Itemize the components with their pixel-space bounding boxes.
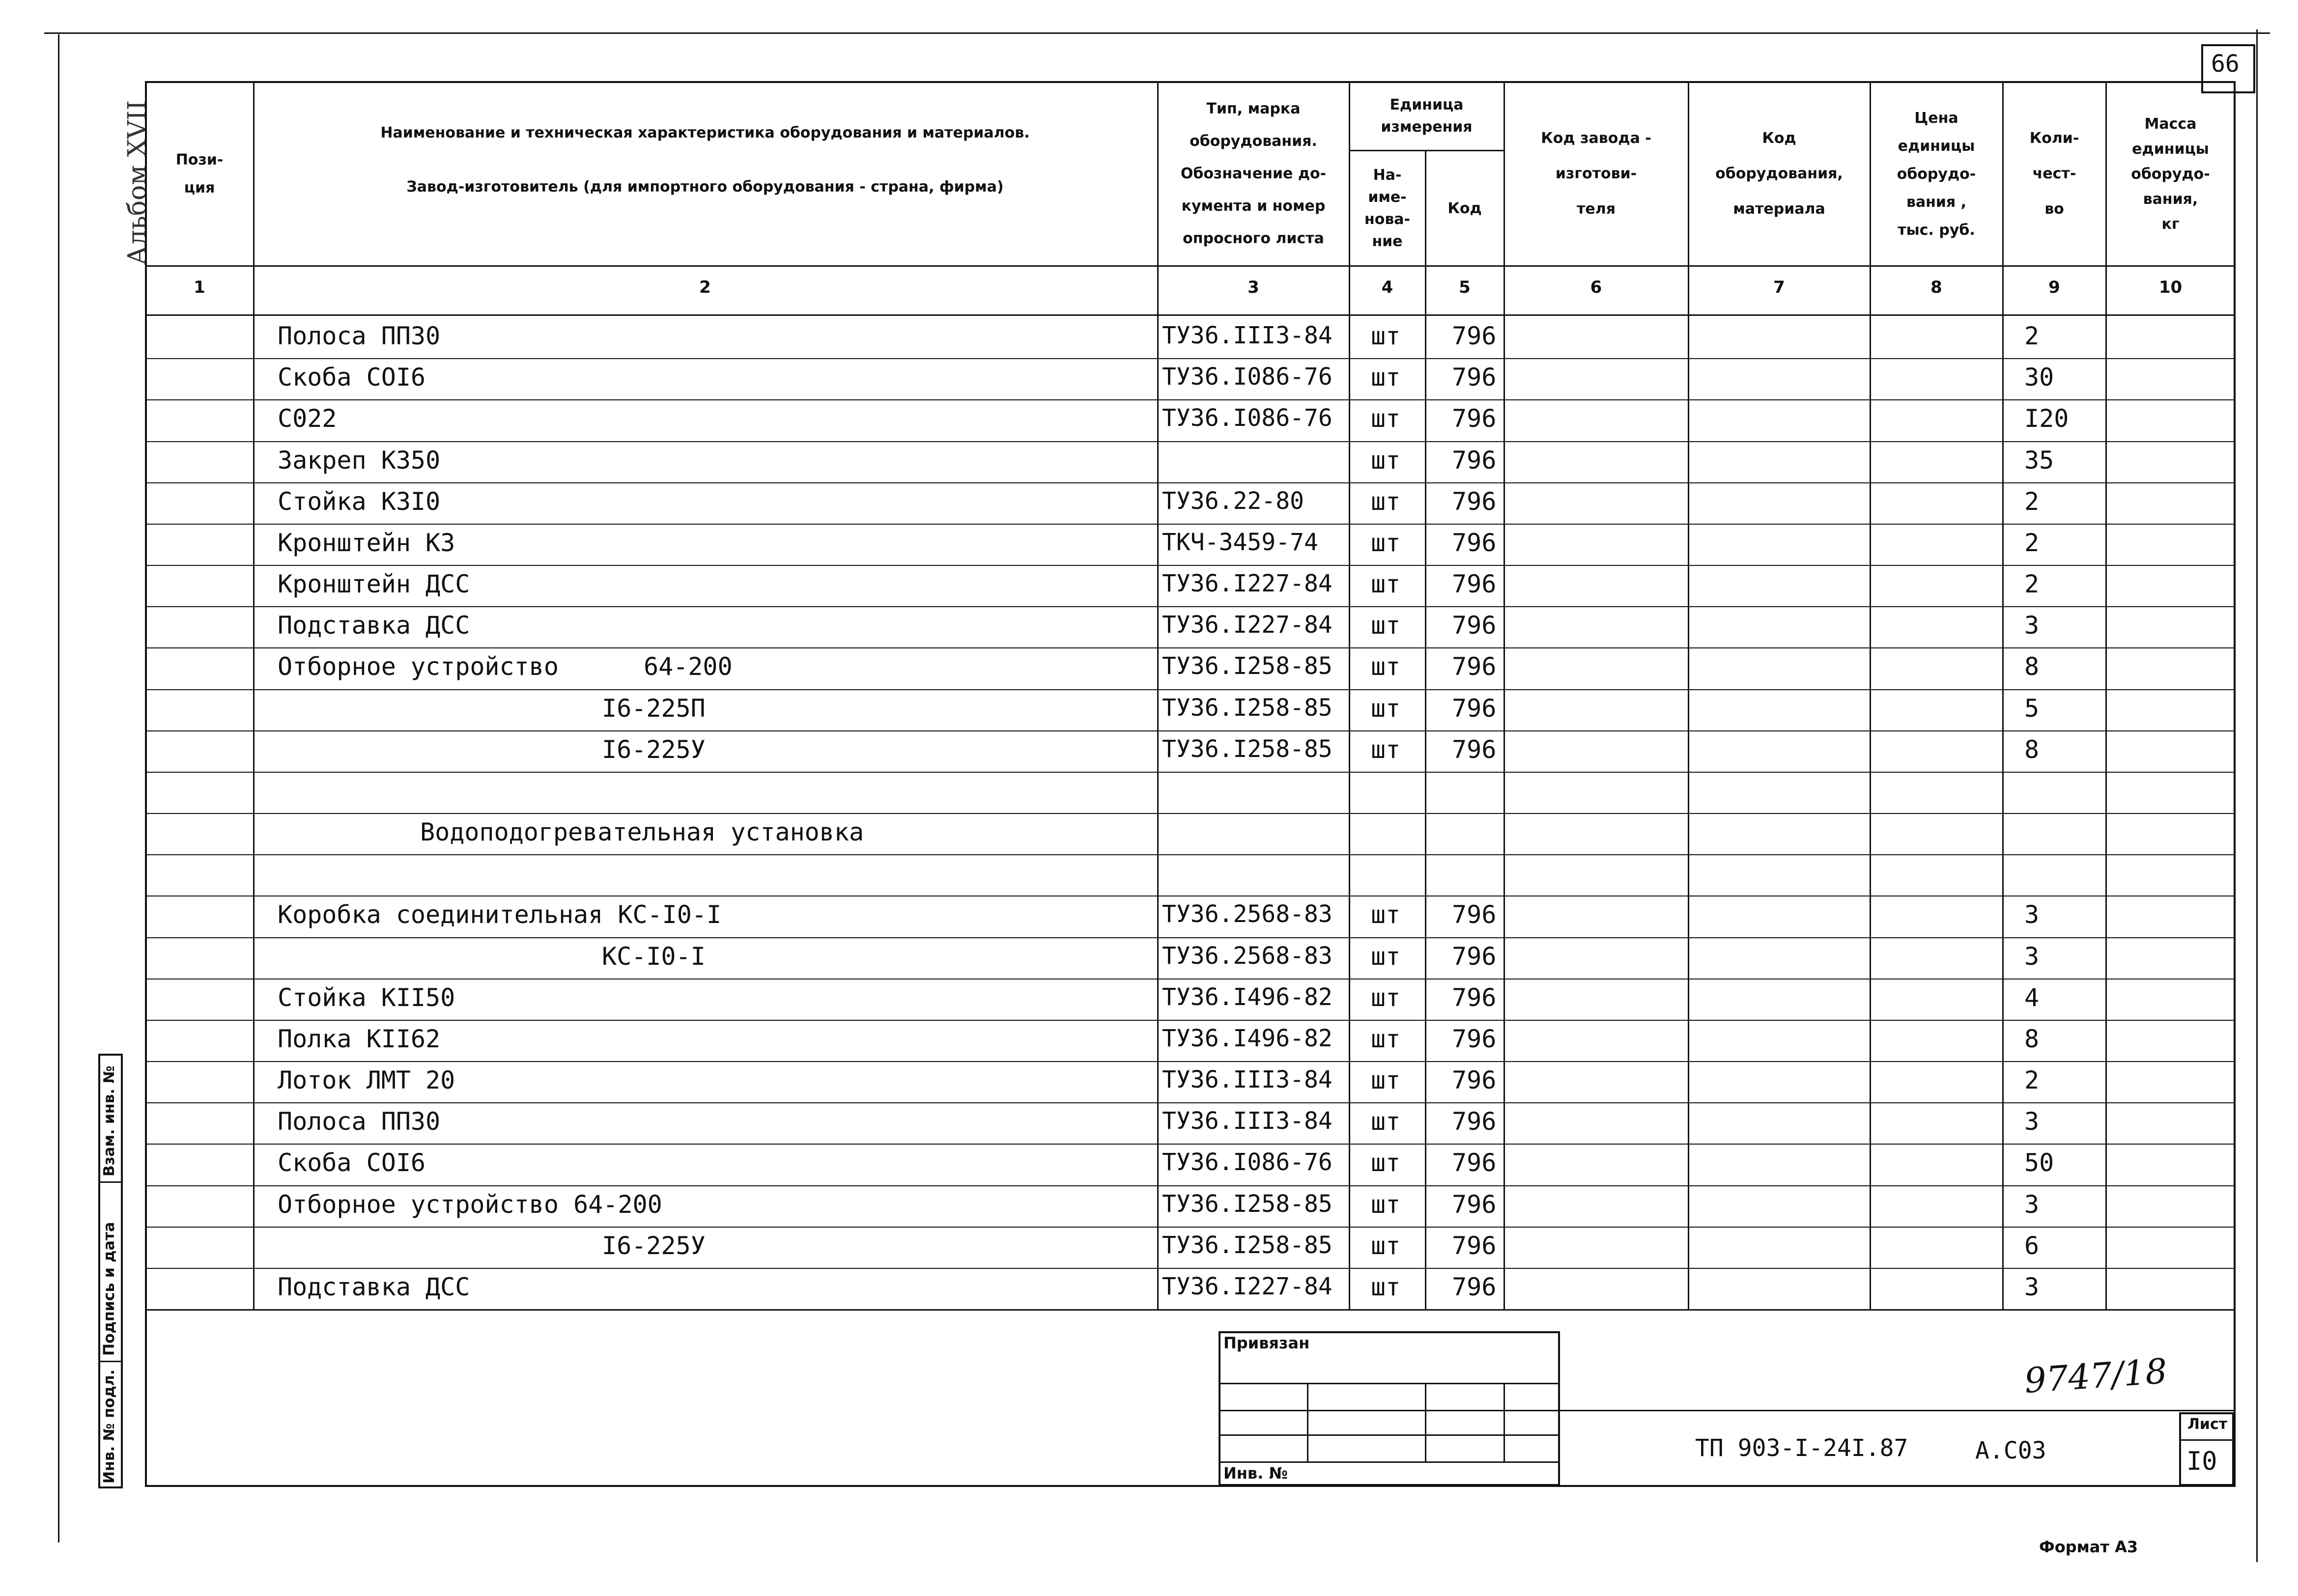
row-type: ТУ36.I258-85 [1162, 652, 1333, 680]
row-name-variant: 64-200 [644, 652, 733, 681]
row-name: Скоба СОI6 [278, 1148, 426, 1177]
row-unit: шт [1371, 735, 1401, 764]
row-quantity: 2 [2024, 529, 2040, 557]
row-unit: шт [1371, 611, 1401, 640]
header-equipment-code: Код оборудования, материала [1715, 130, 1843, 218]
designation: ТП 903-I-24I.87 [1695, 1434, 1908, 1462]
row-unit: шт [1371, 446, 1401, 475]
sheet-right-edge [2256, 29, 2258, 1562]
row-code: 796 [1452, 942, 1497, 971]
row-quantity: 50 [2024, 1148, 2054, 1177]
row-code: 796 [1452, 1148, 1497, 1177]
row-unit: шт [1371, 1273, 1401, 1301]
header-type: Тип, марка оборудования. Обозначение до- кумента и номер опросного листа [1180, 100, 1327, 247]
row-divider [145, 1020, 2236, 1021]
header-unit-name: На- име- нова- ние [1364, 167, 1411, 250]
row-name: Стойка К3I0 [278, 487, 441, 516]
row-unit: шт [1371, 487, 1401, 516]
row-quantity: 2 [2024, 1066, 2040, 1094]
row-unit: шт [1371, 1107, 1401, 1136]
colnum-3: 3 [1248, 278, 1259, 297]
colnum-divider [145, 314, 2236, 316]
row-code: 796 [1452, 363, 1497, 392]
row-name: Кронштейн К3 [278, 529, 455, 557]
row-divider [145, 979, 2236, 980]
row-divider [145, 1061, 2236, 1062]
row-divider [145, 937, 2236, 938]
col-line-2 [1157, 81, 1159, 1309]
row-type: ТУ36.I258-85 [1162, 1232, 1333, 1259]
row-quantity: 3 [2024, 942, 2040, 971]
row-code: 796 [1452, 900, 1497, 929]
row-quantity: 8 [2024, 1025, 2040, 1053]
row-type: ТУ36.I086-76 [1162, 1148, 1333, 1176]
col-line-5 [1504, 81, 1505, 1309]
row-code: 796 [1452, 1273, 1497, 1301]
row-unit: шт [1371, 983, 1401, 1012]
row-divider [145, 772, 2236, 773]
row-name: Подставка ДСС [278, 611, 470, 640]
row-unit: шт [1371, 652, 1401, 681]
row-quantity: 3 [2024, 1107, 2040, 1136]
row-quantity: 3 [2024, 900, 2040, 929]
row-unit: шт [1371, 1066, 1401, 1094]
header-divider [145, 265, 2236, 267]
row-code: 796 [1452, 1025, 1497, 1053]
row-code: 796 [1452, 570, 1497, 598]
row-divider [145, 1227, 2236, 1228]
row-divider [145, 689, 2236, 690]
row-divider [145, 1185, 2236, 1186]
side-stamp-divider-1 [98, 1181, 123, 1183]
row-divider [145, 813, 2236, 814]
colnum-5: 5 [1459, 278, 1471, 297]
sheet-left-edge [58, 34, 59, 1542]
side-stamp-vzam: Взам. инв. № [101, 1065, 118, 1176]
sheet-number: I0 [2186, 1447, 2217, 1476]
inv-no-label: Инв. № [1223, 1464, 1288, 1483]
album-label: Альбом XVII [123, 100, 152, 265]
row-type: ТУ36.2568-83 [1162, 900, 1333, 928]
row-name: Отборное устройство [278, 652, 559, 681]
row-type: ТУ36.I086-76 [1162, 404, 1333, 432]
privyazan-vline-3 [1504, 1383, 1505, 1461]
row-name: Закреп К350 [278, 446, 441, 475]
format-label: Формат А3 [2039, 1538, 2138, 1556]
row-code: 796 [1452, 1066, 1497, 1094]
row-unit: шт [1371, 694, 1401, 723]
row-unit: шт [1371, 322, 1401, 350]
col-line-3 [1349, 81, 1350, 1309]
row-quantity: 5 [2024, 694, 2040, 723]
row-type: ТКЧ-3459-74 [1162, 529, 1318, 556]
row-quantity: 2 [2024, 487, 2040, 516]
privyazan-line-2 [1219, 1410, 1560, 1411]
row-quantity: 30 [2024, 363, 2054, 392]
row-code: 796 [1452, 487, 1497, 516]
row-divider [145, 1309, 2236, 1310]
row-name-variant: КС-I0-I [602, 942, 706, 971]
privyazan-line-3 [1219, 1434, 1560, 1436]
side-stamp-inv-podl: Инв. № подл. [101, 1369, 118, 1484]
row-name: Стойка КII50 [278, 983, 455, 1012]
row-code: 796 [1452, 694, 1497, 723]
privyazan-label: Привязан [1223, 1334, 1310, 1352]
col-line-6 [1688, 81, 1689, 1309]
row-code: 796 [1452, 735, 1497, 764]
row-quantity: 3 [2024, 1273, 2040, 1301]
row-name: Отборное устройство 64-200 [278, 1190, 662, 1219]
header-unit-group: Единица измерения [1381, 96, 1473, 136]
row-divider [145, 482, 2236, 483]
row-quantity: 8 [2024, 652, 2040, 681]
row-code: 796 [1452, 322, 1497, 350]
privyazan-line-4 [1219, 1461, 1560, 1463]
row-quantity: 8 [2024, 735, 2040, 764]
row-code: 796 [1452, 404, 1497, 433]
row-divider [145, 358, 2236, 359]
header-unit-code: Код [1447, 199, 1482, 217]
row-name: Лоток ЛМТ 20 [278, 1066, 455, 1094]
colnum-8: 8 [1930, 278, 1942, 297]
row-type: ТУ36.III3-84 [1162, 1107, 1333, 1135]
row-unit: шт [1371, 404, 1401, 433]
header-mass: Масса единицы оборудо- вания, кг [2131, 115, 2210, 233]
header-position: Пози- ция [175, 151, 224, 196]
row-type: ТУ36.I258-85 [1162, 1190, 1333, 1218]
row-quantity: 2 [2024, 322, 2040, 350]
row-code: 796 [1452, 1232, 1497, 1260]
row-type: ТУ36.I227-84 [1162, 1273, 1333, 1300]
colnum-9: 9 [2048, 278, 2060, 297]
row-code: 796 [1452, 611, 1497, 640]
header-price: Цена единицы оборудо- вания , тыс. руб. [1897, 109, 1976, 239]
handwritten-number: 9747/18 [2023, 1350, 2169, 1401]
colnum-1: 1 [194, 278, 205, 297]
row-type: ТУ36.III3-84 [1162, 1066, 1333, 1093]
row-name: Скоба СОI6 [278, 363, 426, 392]
row-divider [145, 441, 2236, 442]
row-name: Полоса ПП30 [278, 1107, 441, 1136]
row-divider [145, 1102, 2236, 1103]
row-unit: шт [1371, 1190, 1401, 1219]
col-line-7 [1870, 81, 1871, 1309]
row-type: ТУ36.I227-84 [1162, 611, 1333, 639]
col-line-4 [1425, 150, 1426, 1309]
row-unit: шт [1371, 900, 1401, 929]
privyazan-line-1 [1219, 1383, 1560, 1384]
row-name-variant: I6-225У [602, 735, 706, 764]
sheet-label: Лист [2187, 1416, 2228, 1433]
row-divider [145, 565, 2236, 566]
row-unit: шт [1371, 942, 1401, 971]
row-unit: шт [1371, 1025, 1401, 1053]
row-divider [145, 854, 2236, 855]
row-type: ТУ36.I086-76 [1162, 363, 1333, 391]
col-line-8 [2002, 81, 2004, 1309]
row-type: ТУ36.2568-83 [1162, 942, 1333, 970]
row-divider [145, 1268, 2236, 1269]
row-quantity: 35 [2024, 446, 2054, 475]
row-type: ТУ36.I496-82 [1162, 983, 1333, 1011]
row-unit: шт [1371, 529, 1401, 557]
row-name: Полоса ПП30 [278, 322, 441, 350]
row-type: ТУ36.III3-84 [1162, 322, 1333, 349]
page-number: 66 [2211, 50, 2240, 78]
header-factory-code: Код завода - изготови- теля [1541, 130, 1651, 218]
row-quantity: 4 [2024, 983, 2040, 1012]
row-name: Подставка ДСС [278, 1273, 470, 1301]
side-stamp-divider-2 [98, 1361, 123, 1362]
row-name-variant: I6-225У [602, 1232, 706, 1260]
privyazan-vline-1 [1307, 1383, 1308, 1461]
row-name: Полка КII62 [278, 1025, 441, 1053]
colnum-7: 7 [1773, 278, 1785, 297]
section-code: А.С03 [1975, 1437, 2046, 1464]
privyazan-vline-2 [1425, 1383, 1426, 1461]
row-divider [145, 730, 2236, 731]
row-divider [145, 524, 2236, 525]
title-block-top [1560, 1410, 2236, 1411]
row-type: ТУ36.I496-82 [1162, 1025, 1333, 1052]
header-quantity: Коли- чест- во [2029, 130, 2079, 218]
row-type: ТУ36.I258-85 [1162, 694, 1333, 722]
row-unit: шт [1371, 1232, 1401, 1260]
row-code: 796 [1452, 529, 1497, 557]
colnum-6: 6 [1590, 278, 1602, 297]
row-name: Коробка соединительная КС-I0-I [278, 900, 722, 929]
row-name-variant: I6-225П [602, 694, 706, 723]
row-divider [145, 647, 2236, 648]
col-line-9 [2105, 81, 2107, 1309]
row-divider [145, 1144, 2236, 1145]
row-name: С022 [278, 404, 337, 433]
row-quantity: 3 [2024, 1190, 2040, 1219]
row-type: ТУ36.I258-85 [1162, 735, 1333, 763]
row-code: 796 [1452, 1107, 1497, 1136]
row-unit: шт [1371, 570, 1401, 598]
row-name: Кронштейн ДСС [278, 570, 470, 598]
row-type: ТУ36.22-80 [1162, 487, 1304, 515]
row-type: ТУ36.I227-84 [1162, 570, 1333, 597]
row-divider [145, 399, 2236, 400]
colnum-4: 4 [1381, 278, 1393, 297]
section-title: Водоподогревательная установка [420, 818, 864, 846]
row-unit: шт [1371, 363, 1401, 392]
header-name-line1: Наименование и техническая характеристика оборудования и материалов. [380, 124, 1030, 141]
side-stamp-podpis: Подпись и дата [101, 1222, 118, 1356]
row-quantity: I20 [2024, 404, 2069, 433]
row-divider [145, 606, 2236, 607]
header-name-line2: Завод-изготовитель (для импортного оборудования - страна, фирма) [406, 178, 1004, 196]
row-quantity: 2 [2024, 570, 2040, 598]
row-code: 796 [1452, 652, 1497, 681]
row-code: 796 [1452, 983, 1497, 1012]
colnum-2: 2 [699, 278, 711, 297]
row-quantity: 6 [2024, 1232, 2040, 1260]
row-code: 796 [1452, 1190, 1497, 1219]
col-line-1 [253, 81, 255, 1309]
sheet-box-divider [2179, 1439, 2234, 1441]
sheet-top-edge [44, 32, 2270, 34]
row-quantity: 3 [2024, 611, 2040, 640]
row-code: 796 [1452, 446, 1497, 475]
row-unit: шт [1371, 1148, 1401, 1177]
colnum-10: 10 [2158, 278, 2183, 297]
